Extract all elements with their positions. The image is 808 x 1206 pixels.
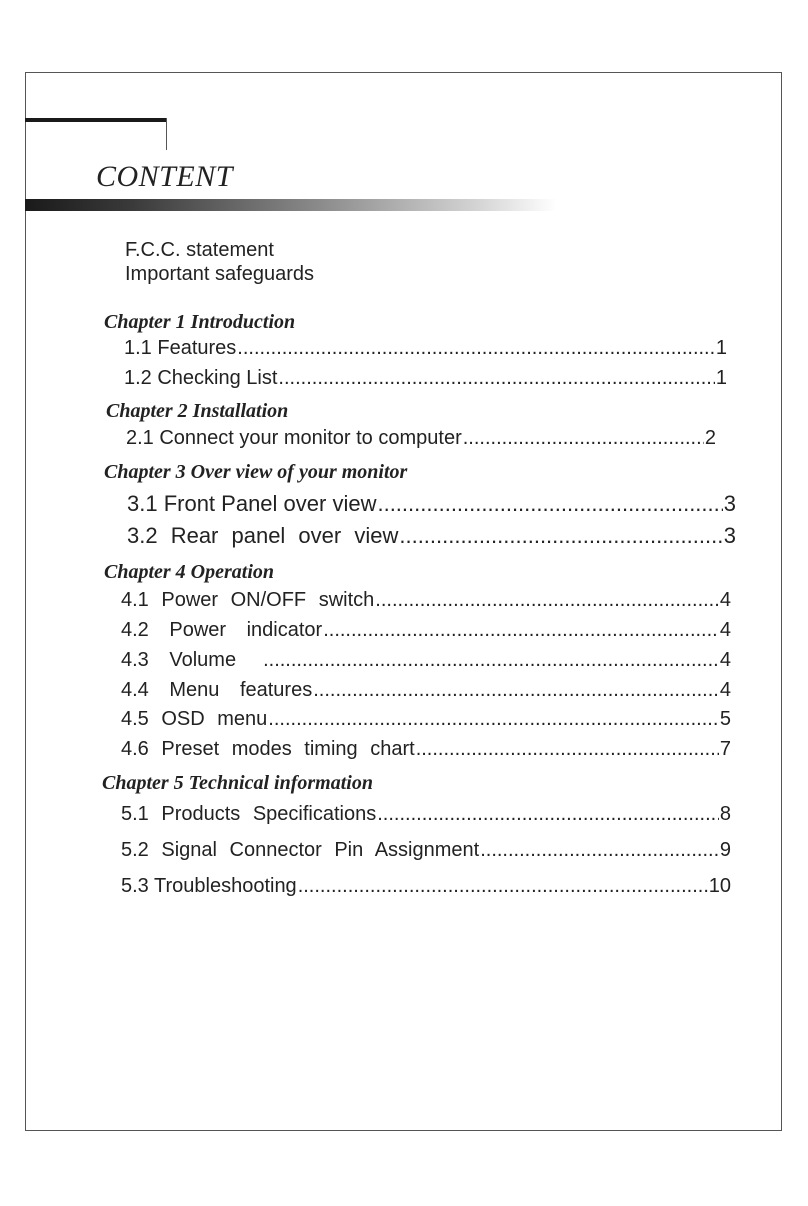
chapter-heading-3: Chapter 3 Over view of your monitor — [104, 461, 408, 483]
toc-entry-label: 4.5 OSD menu — [121, 708, 268, 730]
toc-entry-label: 1.2 Checking List — [124, 367, 278, 389]
page-title: CONTENT — [96, 160, 233, 193]
toc-entry-label: 5.3 Troubleshooting — [121, 875, 297, 897]
toc-entry-page: 9 — [719, 839, 731, 861]
toc-entry-label: 4.2 Power indicator — [121, 619, 323, 641]
chapter-heading-5: Chapter 5 Technical information — [102, 772, 373, 794]
toc-entry-5-3[interactable] — [121, 875, 731, 898]
toc-entry-page: 4 — [719, 589, 731, 611]
toc-entry-4-6[interactable] — [121, 738, 731, 761]
chapter-heading-1: Chapter 1 Introduction — [104, 311, 296, 333]
toc-entry-page: 2 — [704, 427, 716, 449]
toc-entry-page: 7 — [719, 738, 731, 760]
dot-leader — [480, 839, 719, 862]
toc-entry-4-1[interactable] — [121, 589, 731, 612]
toc-entry-label: 4.3 Volume — [121, 649, 237, 671]
dot-leader — [377, 803, 719, 826]
toc-entry-page: 4 — [719, 619, 731, 641]
dot-leader — [278, 367, 714, 390]
toc-entry-5-2[interactable] — [121, 839, 731, 862]
toc-entry-3-1[interactable] — [127, 491, 736, 517]
toc-entry-page: 3 — [723, 523, 736, 548]
toc-entry-page: 10 — [708, 875, 731, 897]
dot-leader — [237, 337, 715, 360]
chapter-heading-4: Chapter 4 Operation — [104, 561, 275, 583]
toc-entry-label: 1.1 Features — [124, 337, 237, 359]
toc-entry-page: 3 — [723, 491, 736, 516]
toc-entry-page: 4 — [719, 649, 731, 671]
dot-leader — [323, 619, 719, 642]
chapter-heading-2: Chapter 2 Installation — [106, 400, 289, 422]
title-gradient-bar — [25, 199, 557, 211]
toc-entry-label: 4.4 Menu features — [121, 679, 313, 701]
toc-entry-label: 3.2 Rear panel over view — [127, 523, 399, 548]
toc-entry-4-5[interactable] — [121, 708, 731, 731]
toc-entry-4-3[interactable] — [121, 649, 731, 672]
dot-leader — [399, 523, 722, 549]
toc-entry-label: 2.1 Connect your monitor to computer — [126, 427, 462, 449]
dot-leader — [463, 427, 704, 450]
toc-entry-3-2[interactable] — [127, 523, 736, 549]
header-tab-bar — [25, 118, 167, 122]
toc-entry-1-2[interactable] — [124, 367, 727, 390]
toc-entry-label: 5.2 Signal Connector Pin Assignment — [121, 839, 480, 861]
intro-important-safeguards: Important safeguards — [125, 263, 314, 285]
dot-leader — [313, 679, 719, 702]
toc-entry-page: 8 — [719, 803, 731, 825]
toc-entry-4-2[interactable] — [121, 619, 731, 642]
toc-entry-page: 4 — [719, 679, 731, 701]
dot-leader — [263, 649, 719, 672]
toc-entry-label: 3.1 Front Panel over view — [127, 491, 377, 516]
toc-entry-1-1[interactable] — [124, 337, 727, 360]
toc-entry-page: 1 — [715, 337, 727, 359]
toc-entry-5-1[interactable] — [121, 803, 731, 826]
dot-leader — [375, 589, 719, 612]
toc-entry-label: 5.1 Products Specifications — [121, 803, 377, 825]
toc-entry-label: 4.6 Preset modes timing chart — [121, 738, 415, 760]
toc-entry-2-1[interactable] — [126, 427, 716, 450]
dot-leader — [416, 738, 719, 761]
toc-entry-page: 5 — [719, 708, 731, 730]
toc-entry-page: 1 — [715, 367, 727, 389]
toc-entry-4-4[interactable] — [121, 679, 731, 702]
dot-leader — [298, 875, 708, 898]
dot-leader — [268, 708, 719, 731]
dot-leader — [377, 491, 722, 517]
header-tab-divider — [166, 118, 167, 150]
intro-fcc-statement: F.C.C. statement — [125, 239, 274, 261]
toc-entry-label: 4.1 Power ON/OFF switch — [121, 589, 375, 611]
